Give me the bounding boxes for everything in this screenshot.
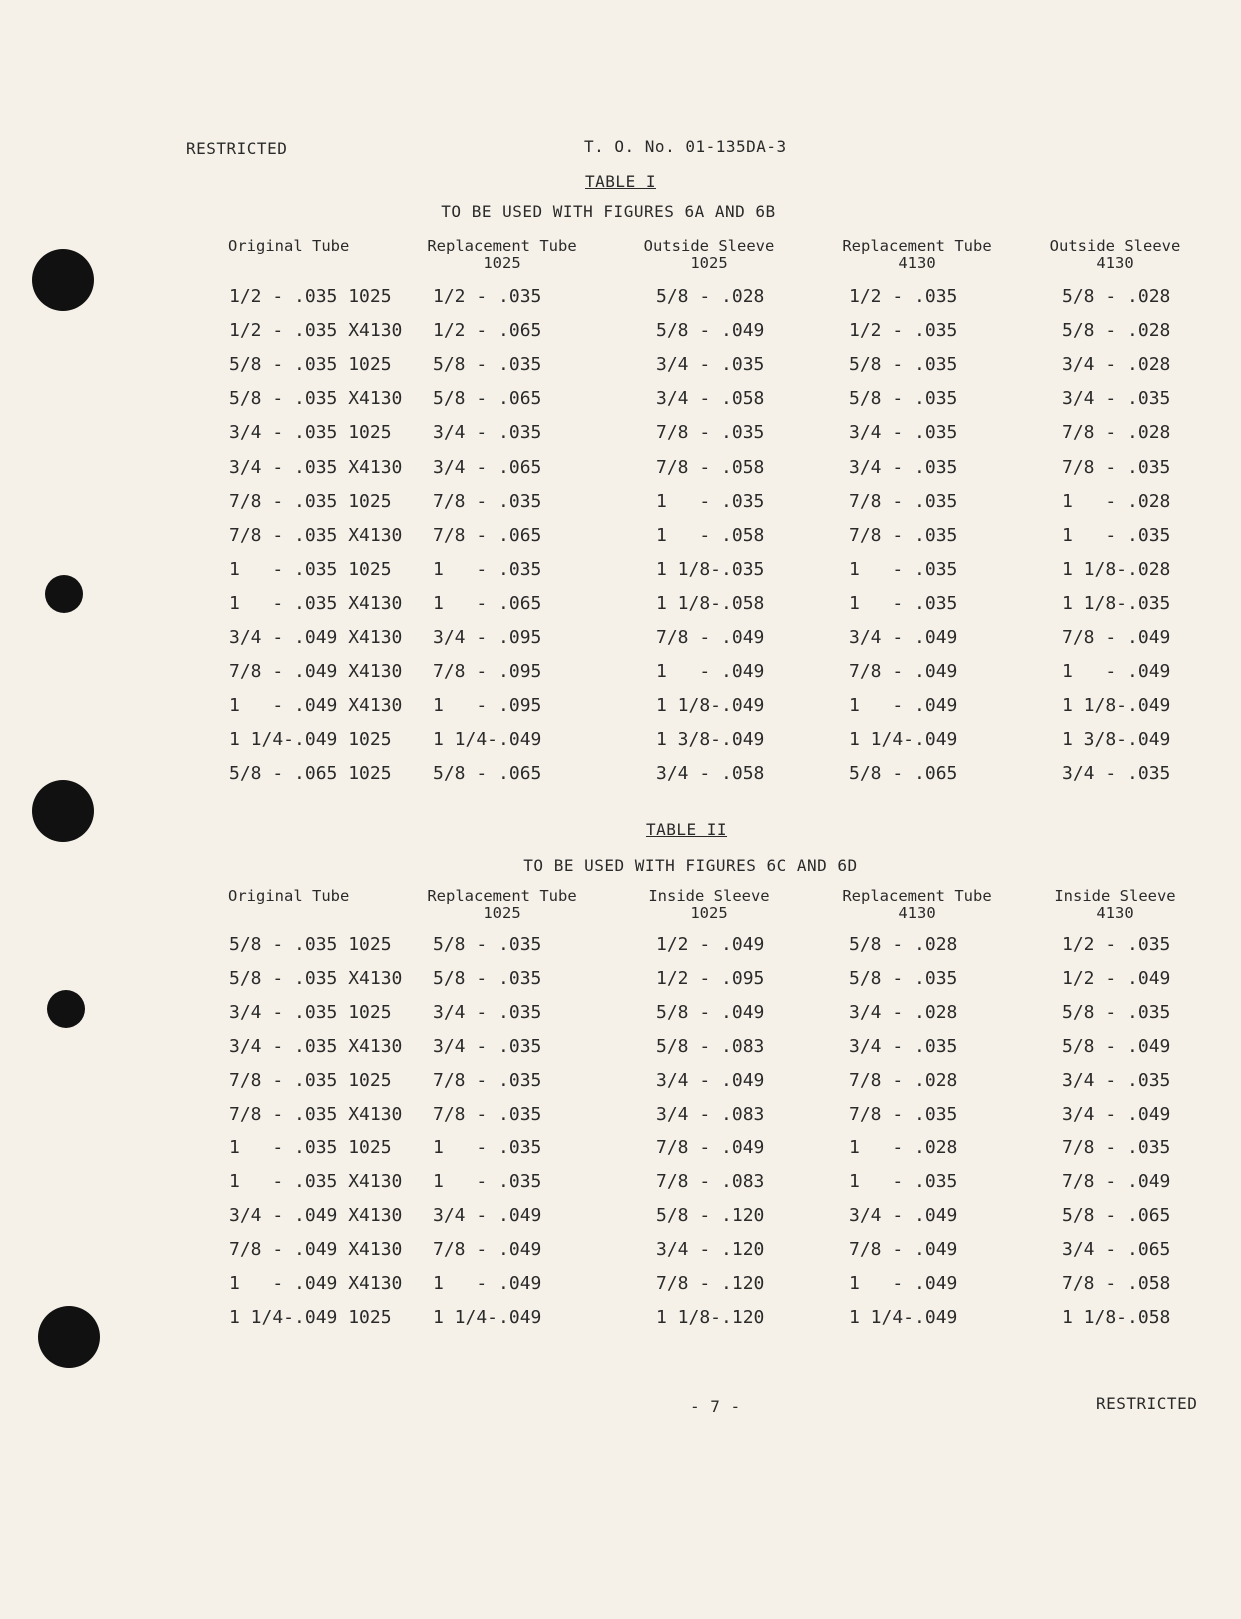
table-row [0, 763, 1241, 797]
table-cell: 5/8 - .028 [1062, 320, 1171, 342]
table-cell: 1 - .035 [849, 592, 958, 614]
restricted-marking-bottom: RESTRICTED [1096, 1394, 1198, 1413]
table-row [0, 1273, 1241, 1307]
table-cell: 5/8 - .035 [1062, 1001, 1171, 1023]
table1-column-header [1040, 238, 1190, 272]
table-cell: 5/8 - .065 1025 [229, 763, 392, 785]
table2-column-label: Inside Sleeve [648, 887, 770, 905]
table-cell: 1 1/4-.049 [849, 729, 958, 751]
table-cell: 3/4 - .049 [849, 627, 958, 648]
table1-column-header [412, 238, 592, 272]
table2-subtitle: TO BE USED WITH FIGURES 6C AND 6D [523, 856, 858, 875]
table2-column-alloy: 1025 [483, 904, 521, 922]
table-cell: 5/8 - .035 1025 [229, 354, 392, 376]
table-cell: 1/2 - .095 [656, 967, 765, 989]
table-cell: 5/8 - .049 [1062, 1035, 1171, 1057]
table1-column-alloy: 4130 [898, 254, 936, 272]
table-cell: 7/8 - .035 [849, 524, 958, 546]
table-row [0, 457, 1241, 491]
table-cell: 7/8 - .028 [849, 1069, 958, 1091]
table-cell: 7/8 - .058 [1062, 1273, 1171, 1294]
table-cell: 3/4 - .028 [849, 1001, 958, 1023]
table-cell: 1 3/8-.049 [1062, 729, 1171, 751]
table-row [0, 695, 1241, 729]
table-row [0, 320, 1241, 354]
table-row [0, 1002, 1241, 1036]
table-cell: 1/2 - .035 [849, 286, 958, 307]
table-cell: 1/2 - .035 1025 [229, 286, 392, 307]
table1-column-label: Outside Sleeve [643, 237, 775, 255]
table-cell: 3/4 - .035 1025 [229, 1001, 392, 1023]
table-cell: 1 - .058 [656, 524, 765, 546]
table2-column-label: Inside Sleeve [1054, 887, 1176, 905]
table-cell: 1/2 - .049 [1062, 967, 1171, 989]
table2-column-header [228, 888, 378, 905]
table1-column-label: Original Tube [228, 237, 350, 255]
table-cell: 1/2 - .065 [433, 320, 542, 342]
table-cell: 1 - .095 [433, 695, 542, 717]
restricted-marking-top: RESTRICTED [186, 139, 288, 158]
table-cell: 1 1/8-.028 [1062, 558, 1171, 580]
table-cell: 1 - .035 [433, 1137, 542, 1159]
table-cell: 1 - .028 [849, 1137, 958, 1159]
table-cell: 1 - .049 [433, 1273, 542, 1294]
table-cell: 1 - .049 [849, 1273, 958, 1294]
table-cell: 3/4 - .035 [849, 1035, 958, 1057]
table-cell: 1 1/8-.035 [1062, 592, 1171, 614]
table1-column-label: Outside Sleeve [1049, 237, 1181, 255]
table2-column-alloy: 4130 [1096, 904, 1134, 922]
table-cell: 7/8 - .049 [656, 1137, 765, 1159]
table-cell: 3/4 - .095 [433, 627, 542, 648]
table-cell: 7/8 - .028 [1062, 422, 1171, 444]
table-cell: 1 - .028 [1062, 490, 1171, 512]
table2-column-header [634, 888, 784, 922]
table-cell: 3/4 - .058 [656, 763, 765, 785]
table-row [0, 968, 1241, 1002]
table-cell: 1/2 - .035 [849, 320, 958, 342]
table-cell: 1 - .065 [433, 592, 542, 614]
table-cell: 7/8 - .035 [433, 1103, 542, 1125]
table2-title: TABLE II [645, 820, 728, 839]
table-cell: 5/8 - .049 [656, 1001, 765, 1023]
table-row [0, 559, 1241, 593]
table2-column-label: Replacement Tube [842, 887, 992, 905]
table-cell: 5/8 - .028 [656, 286, 765, 307]
table1-title: TABLE I [585, 172, 656, 191]
table-cell: 1 1/4-.049 [433, 1306, 542, 1328]
table-cell: 7/8 - .058 [656, 456, 765, 478]
table1-column-alloy: 1025 [690, 254, 728, 272]
table-cell: 7/8 - .049 [1062, 627, 1171, 648]
table-cell: 1/2 - .049 [656, 934, 765, 955]
table-cell: 1 1/4-.049 1025 [229, 729, 392, 751]
table-cell: 3/4 - .049 [656, 1069, 765, 1091]
table-cell: 1 - .049 [1062, 661, 1171, 683]
table-cell: 1 - .035 [1062, 524, 1171, 546]
table2-column-header [827, 888, 1007, 922]
table-row [0, 1307, 1241, 1341]
table-row [0, 1104, 1241, 1138]
table-cell: 1 3/8-.049 [656, 729, 765, 751]
table-cell: 7/8 - .049 X4130 [229, 1239, 403, 1261]
table-cell: 5/8 - .065 [849, 763, 958, 785]
table-cell: 7/8 - .035 1025 [229, 490, 392, 512]
table-cell: 1 - .035 [656, 490, 765, 512]
table2-column-label: Replacement Tube [427, 887, 577, 905]
table2-column-label: Original Tube [228, 887, 350, 905]
table1-column-header [827, 238, 1007, 272]
table-cell: 7/8 - .035 [433, 490, 542, 512]
table-cell: 5/8 - .035 [433, 967, 542, 989]
table-cell: 1/2 - .035 [433, 286, 542, 307]
table-cell: 7/8 - .049 [849, 1239, 958, 1261]
table-cell: 5/8 - .035 X4130 [229, 388, 403, 410]
table-cell: 3/4 - .035 [433, 422, 542, 444]
table-cell: 5/8 - .035 X4130 [229, 967, 403, 989]
document-number: T. O. No. 01-135DA-3 [584, 137, 787, 156]
table-cell: 1 1/8-.049 [656, 695, 765, 717]
table-cell: 7/8 - .035 [656, 422, 765, 444]
table2-column-alloy: 4130 [898, 904, 936, 922]
table2-column-header [1040, 888, 1190, 922]
table-cell: 1 - .035 [849, 1171, 958, 1193]
table-row [0, 1171, 1241, 1205]
table-cell: 3/4 - .049 [433, 1205, 542, 1227]
table1-column-header [634, 238, 784, 272]
table-cell: 5/8 - .035 [849, 354, 958, 376]
table1-column-label: Replacement Tube [427, 237, 577, 255]
table-cell: 7/8 - .083 [656, 1171, 765, 1193]
table-cell: 7/8 - .095 [433, 661, 542, 683]
table-cell: 3/4 - .035 [433, 1001, 542, 1023]
table-cell: 3/4 - .049 X4130 [229, 1205, 403, 1227]
table-cell: 3/4 - .035 [849, 422, 958, 444]
table-cell: 1 - .035 [849, 558, 958, 580]
table-row [0, 627, 1241, 661]
table-cell: 3/4 - .035 X4130 [229, 456, 403, 478]
table-cell: 5/8 - .028 [1062, 286, 1171, 307]
table-row [0, 354, 1241, 388]
table-cell: 7/8 - .049 [656, 627, 765, 648]
table-cell: 7/8 - .120 [656, 1273, 765, 1294]
table-cell: 7/8 - .035 [849, 490, 958, 512]
table1-column-alloy: 1025 [483, 254, 521, 272]
table-row [0, 1137, 1241, 1171]
table-cell: 5/8 - .049 [656, 320, 765, 342]
table1-column-label: Replacement Tube [842, 237, 992, 255]
table-row [0, 593, 1241, 627]
table-row [0, 286, 1241, 320]
table-cell: 7/8 - .035 X4130 [229, 1103, 403, 1125]
table-row [0, 1205, 1241, 1239]
table-cell: 1 1/8-.120 [656, 1306, 765, 1328]
table-cell: 1 1/4-.049 [849, 1306, 958, 1328]
table-cell: 3/4 - .035 [849, 456, 958, 478]
table-cell: 5/8 - .035 [433, 354, 542, 376]
table-row [0, 934, 1241, 968]
table-cell: 1 1/8-.049 [1062, 695, 1171, 717]
table-cell: 1 - .035 1025 [229, 558, 392, 580]
table-cell: 1/2 - .035 X4130 [229, 320, 403, 342]
table-cell: 3/4 - .065 [1062, 1239, 1171, 1261]
table-row [0, 1036, 1241, 1070]
table-cell: 7/8 - .049 [433, 1239, 542, 1261]
table-cell: 3/4 - .065 [433, 456, 542, 478]
table-cell: 5/8 - .028 [849, 934, 958, 955]
table-cell: 3/4 - .035 1025 [229, 422, 392, 444]
table-row [0, 1070, 1241, 1104]
table2-column-alloy: 1025 [690, 904, 728, 922]
table-cell: 5/8 - .065 [433, 388, 542, 410]
table-cell: 1 - .035 [433, 558, 542, 580]
table-row [0, 388, 1241, 422]
table-cell: 5/8 - .120 [656, 1205, 765, 1227]
table-row [0, 661, 1241, 695]
table-cell: 3/4 - .035 [1062, 1069, 1171, 1091]
table-cell: 3/4 - .049 X4130 [229, 627, 403, 648]
table-cell: 1 1/4-.049 [433, 729, 542, 751]
table-cell: 1 - .035 X4130 [229, 1171, 403, 1193]
table-row [0, 491, 1241, 525]
table-cell: 5/8 - .035 [849, 388, 958, 410]
table-cell: 7/8 - .035 [1062, 456, 1171, 478]
table-cell: 1/2 - .035 [1062, 934, 1171, 955]
table1-column-alloy: 4130 [1096, 254, 1134, 272]
table-cell: 7/8 - .035 1025 [229, 1069, 392, 1091]
table-cell: 1 1/8-.058 [656, 592, 765, 614]
table-cell: 1 1/4-.049 1025 [229, 1306, 392, 1328]
table-cell: 7/8 - .049 X4130 [229, 661, 403, 683]
page-number: - 7 - [690, 1397, 741, 1416]
table-cell: 7/8 - .035 X4130 [229, 524, 403, 546]
table-cell: 3/4 - .028 [1062, 354, 1171, 376]
table-cell: 5/8 - .065 [1062, 1205, 1171, 1227]
table-row [0, 1239, 1241, 1273]
table-cell: 1 - .035 1025 [229, 1137, 392, 1159]
table-cell: 1 1/8-.058 [1062, 1306, 1171, 1328]
table2-column-header [412, 888, 592, 922]
table-cell: 7/8 - .035 [1062, 1137, 1171, 1159]
table-row [0, 729, 1241, 763]
table-cell: 1 - .035 [433, 1171, 542, 1193]
table-cell: 7/8 - .049 [849, 661, 958, 683]
table-cell: 3/4 - .083 [656, 1103, 765, 1125]
table-cell: 3/4 - .049 [849, 1205, 958, 1227]
table-cell: 3/4 - .120 [656, 1239, 765, 1261]
table-cell: 1 1/8-.035 [656, 558, 765, 580]
table1-subtitle: TO BE USED WITH FIGURES 6A AND 6B [441, 202, 776, 221]
table-cell: 7/8 - .049 [1062, 1171, 1171, 1193]
table-cell: 3/4 - .035 [1062, 763, 1171, 785]
table-cell: 5/8 - .083 [656, 1035, 765, 1057]
table1-column-header [228, 238, 378, 255]
table-cell: 3/4 - .035 [433, 1035, 542, 1057]
table-cell: 7/8 - .035 [433, 1069, 542, 1091]
table-cell: 3/4 - .058 [656, 388, 765, 410]
table-cell: 1 - .049 X4130 [229, 1273, 403, 1294]
table-cell: 5/8 - .035 1025 [229, 934, 392, 955]
table-cell: 1 - .035 X4130 [229, 592, 403, 614]
table-cell: 5/8 - .035 [433, 934, 542, 955]
table-cell: 7/8 - .035 [849, 1103, 958, 1125]
table-row [0, 525, 1241, 559]
table-cell: 3/4 - .035 [1062, 388, 1171, 410]
table-cell: 3/4 - .035 X4130 [229, 1035, 403, 1057]
table-cell: 3/4 - .049 [1062, 1103, 1171, 1125]
table-cell: 3/4 - .035 [656, 354, 765, 376]
table-cell: 5/8 - .065 [433, 763, 542, 785]
table-cell: 5/8 - .035 [849, 967, 958, 989]
table-cell: 7/8 - .065 [433, 524, 542, 546]
table-row [0, 422, 1241, 456]
table-cell: 1 - .049 [656, 661, 765, 683]
table-cell: 1 - .049 X4130 [229, 695, 403, 717]
table-cell: 1 - .049 [849, 695, 958, 717]
